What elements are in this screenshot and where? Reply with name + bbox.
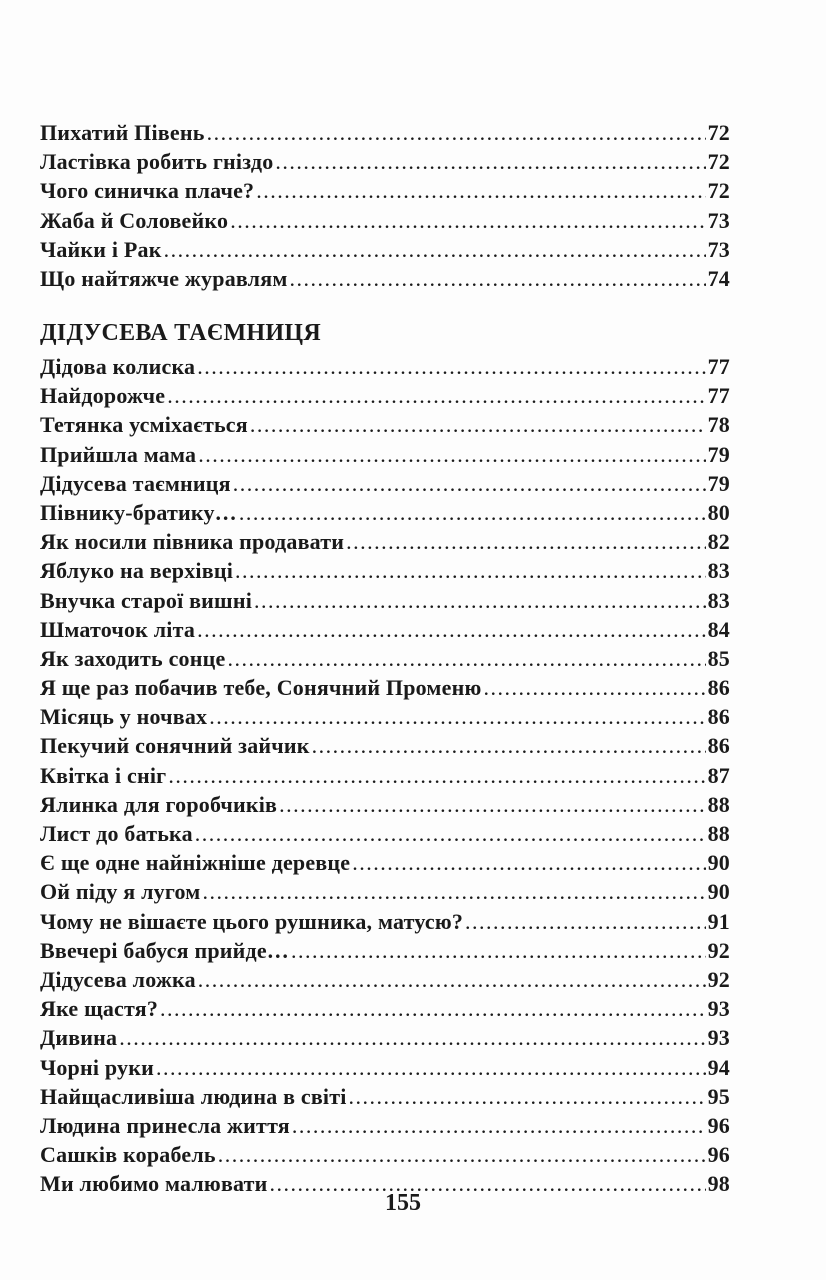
dot-leader <box>254 588 706 614</box>
entry-title: Ввечері бабуся прийде… <box>40 937 289 963</box>
entry-page: 82 <box>707 529 730 555</box>
dot-leader <box>275 149 705 175</box>
toc-entry <box>40 237 730 266</box>
entry-page: 90 <box>707 879 730 905</box>
toc-entry <box>40 879 730 908</box>
toc-entry <box>40 412 730 441</box>
dot-leader <box>352 850 705 876</box>
toc-entry <box>40 763 730 792</box>
dot-leader <box>250 412 706 438</box>
toc-entry <box>40 149 730 178</box>
toc-entry <box>40 208 730 237</box>
toc-entry <box>40 1084 730 1113</box>
entry-page: 86 <box>707 733 730 759</box>
entry-page: 86 <box>707 675 730 701</box>
toc-entry <box>40 354 730 383</box>
entry-page: 72 <box>707 149 730 175</box>
toc-entry <box>40 588 730 617</box>
toc-entry <box>40 792 730 821</box>
entry-title: Що найтяжче журавлям <box>40 265 288 291</box>
entry-page: 84 <box>707 616 730 642</box>
entry-page: 90 <box>707 850 730 876</box>
entry-title: Дідова колиска <box>40 354 196 379</box>
page-number: 155 <box>385 1190 421 1216</box>
dot-leader <box>256 178 705 204</box>
entry-page: 72 <box>707 178 730 204</box>
entry-page: 78 <box>707 412 730 438</box>
dot-leader <box>168 763 705 789</box>
toc-entry <box>40 120 730 149</box>
entry-page: 73 <box>707 236 730 262</box>
entry-page: 91 <box>707 908 730 934</box>
toc-entry <box>40 1025 730 1054</box>
entry-title: Жаба й Соловейко <box>40 207 229 233</box>
entry-page: 86 <box>707 704 730 730</box>
entry-title: Дивина <box>40 1025 118 1051</box>
entry-title: Пекучий сонячний зайчик <box>40 733 310 759</box>
dot-leader <box>198 967 706 993</box>
entry-title: Лист до батька <box>40 821 193 846</box>
toc-entry <box>40 617 730 646</box>
entry-page: 77 <box>707 383 730 409</box>
dot-leader <box>195 821 706 847</box>
entry-title: Внучка старої вишні <box>40 587 253 613</box>
entry-title: Яке щастя? <box>40 996 159 1022</box>
entry-title: Є ще одне найніжніше деревце <box>40 850 351 876</box>
dot-leader <box>197 617 706 643</box>
entry-title: Прийшла мама <box>40 441 197 467</box>
dot-leader <box>292 1113 706 1139</box>
entry-page: 98 <box>707 1171 730 1197</box>
entry-title: Півнику-братику… <box>40 499 237 525</box>
entry-page: 95 <box>707 1083 730 1109</box>
entry-page: 85 <box>707 645 730 671</box>
entry-title: Чому не вішаєте цього рушника, матусю? <box>40 908 464 934</box>
dot-leader <box>239 500 706 526</box>
entry-title: Як носили півника продавати <box>40 529 345 555</box>
entry-title: Пихатий Півень <box>40 120 205 145</box>
entry-title: Як заходить сонце <box>40 645 226 671</box>
entry-page: 83 <box>707 587 730 613</box>
entry-page: 80 <box>707 499 730 525</box>
entry-page: 88 <box>707 821 730 846</box>
entry-title: Місяць у ночвах <box>40 704 208 730</box>
entry-title: Дідусева ложка <box>40 966 196 992</box>
entry-title: Ми любимо малювати <box>40 1171 268 1197</box>
entry-title: Шматочок літа <box>40 616 196 642</box>
entry-page: 92 <box>707 937 730 963</box>
dot-leader <box>465 909 706 935</box>
toc-entry <box>40 704 730 733</box>
toc-entry <box>40 266 730 295</box>
entry-page: 88 <box>707 791 730 817</box>
entry-page: 79 <box>707 441 730 467</box>
dot-leader <box>346 529 705 555</box>
toc-entry <box>40 821 730 850</box>
dot-leader <box>202 879 705 905</box>
entry-title: Я ще раз побачив тебе, Сонячний Променю <box>40 675 482 701</box>
dot-leader <box>198 442 705 468</box>
toc-entry <box>40 733 730 762</box>
dot-leader <box>290 266 706 292</box>
entry-page: 87 <box>707 762 730 788</box>
toc-entry <box>40 850 730 879</box>
dot-leader <box>167 383 705 409</box>
dot-leader <box>349 1084 706 1110</box>
entry-page: 72 <box>707 120 730 145</box>
dot-leader <box>207 120 706 146</box>
dot-leader <box>483 675 705 701</box>
toc-entry <box>40 967 730 996</box>
toc-section-1 <box>40 120 730 295</box>
dot-leader <box>164 237 706 263</box>
toc-entry <box>40 558 730 587</box>
entry-title: Чого синичка плаче? <box>40 178 255 204</box>
toc-entry <box>40 178 730 207</box>
entry-page: 92 <box>707 966 730 992</box>
dot-leader <box>156 1055 706 1081</box>
entry-title: Квітка і сніг <box>40 762 167 788</box>
dot-leader <box>227 646 705 672</box>
dot-leader <box>235 558 706 584</box>
toc-entry <box>40 529 730 558</box>
entry-page: 77 <box>707 354 730 379</box>
toc-entry <box>40 1055 730 1084</box>
entry-title: Чайки і Рак <box>40 236 162 262</box>
entry-page: 93 <box>707 1025 730 1051</box>
entry-page: 73 <box>707 207 730 233</box>
dot-leader <box>312 733 706 759</box>
entry-title: Ялинка для горобчиків <box>40 791 278 817</box>
entry-page: 74 <box>707 265 730 291</box>
entry-page: 94 <box>707 1054 730 1080</box>
entry-title: Тетянка усміхається <box>40 412 248 438</box>
entry-title: Ой піду я лугом <box>40 879 201 905</box>
dot-leader <box>218 1142 706 1168</box>
dot-leader <box>209 704 705 730</box>
dot-leader <box>230 208 705 234</box>
entry-title: Ластівка робить гніздо <box>40 149 274 175</box>
dot-leader <box>291 938 706 964</box>
entry-title: Людина принесла життя <box>40 1112 290 1138</box>
entry-title: Найщасливіша людина в світі <box>40 1083 347 1109</box>
entry-title: Яблуко на верхівці <box>40 558 234 584</box>
entry-page: 96 <box>707 1142 730 1168</box>
toc-entry <box>40 675 730 704</box>
section-heading: ДІДУСЕВА ТАЄМНИЦЯ <box>40 320 321 346</box>
dot-leader <box>160 996 706 1022</box>
entry-page: 79 <box>707 470 730 496</box>
toc-entry <box>40 1113 730 1142</box>
entry-title: Чорні руки <box>40 1054 154 1080</box>
dot-leader <box>279 792 706 818</box>
entry-title: Сашків корабель <box>40 1142 216 1168</box>
toc-entry <box>40 909 730 938</box>
dot-leader <box>197 354 705 380</box>
toc-entry <box>40 442 730 471</box>
toc-entry <box>40 383 730 412</box>
toc-section-2 <box>40 354 730 1200</box>
toc-entry <box>40 471 730 500</box>
toc-entry <box>40 646 730 675</box>
entry-page: 83 <box>707 558 730 584</box>
dot-leader <box>119 1025 705 1051</box>
dot-leader <box>233 471 706 497</box>
toc-entry <box>40 938 730 967</box>
entry-title: Дідусева таємниця <box>40 470 231 496</box>
entry-page: 96 <box>707 1112 730 1138</box>
entry-page: 93 <box>707 996 730 1022</box>
toc-entry <box>40 500 730 529</box>
toc-entry <box>40 1142 730 1171</box>
toc-entry <box>40 996 730 1025</box>
entry-title: Найдорожче <box>40 383 166 409</box>
